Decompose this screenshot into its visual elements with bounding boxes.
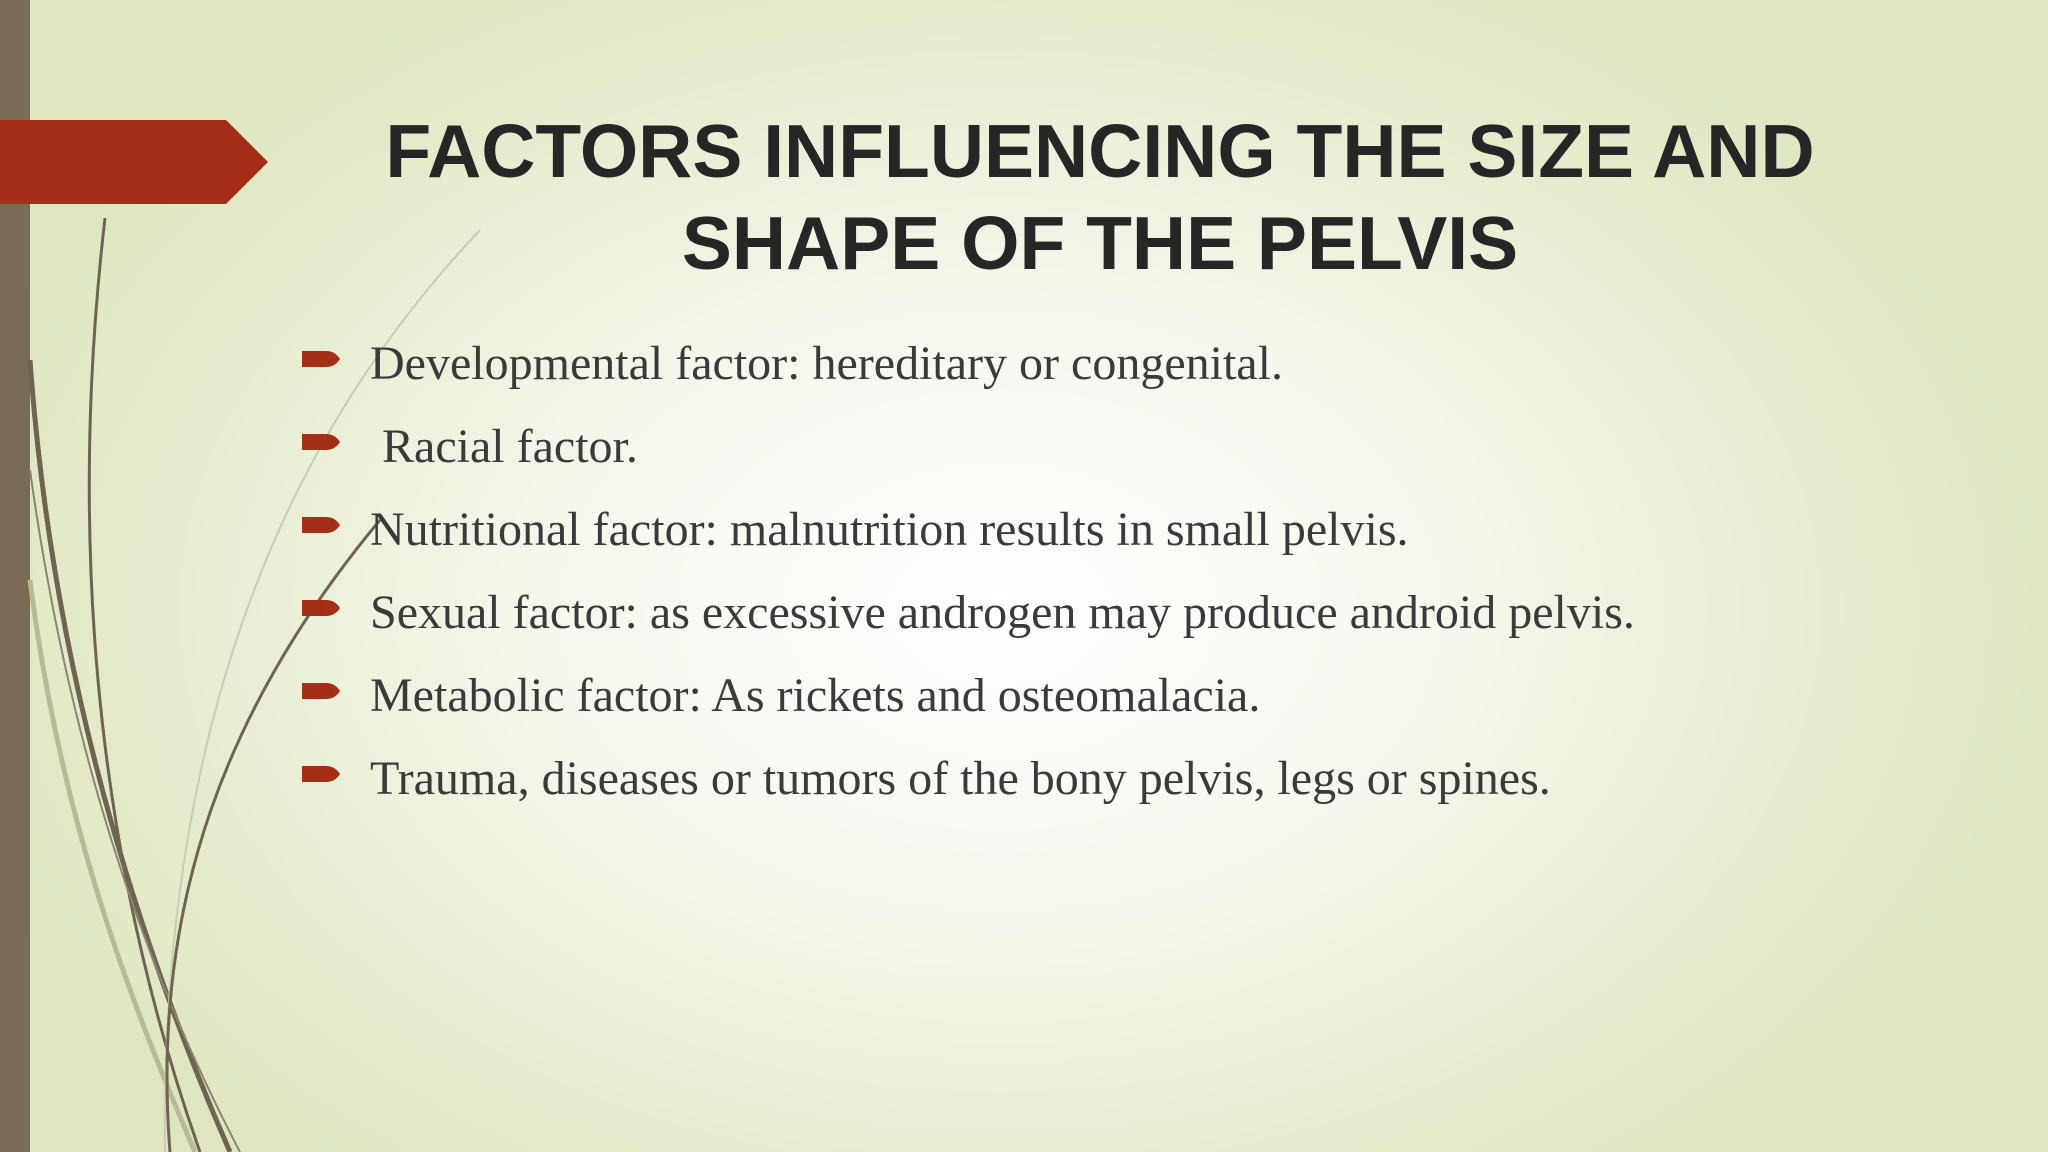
bullet-text: Trauma, diseases or tumors of the bony pelvis, legs or spines. bbox=[370, 751, 1551, 805]
arrow-right-icon bbox=[302, 514, 342, 536]
slide-title-line-1: FACTORS INFLUENCING THE SIZE AND bbox=[385, 109, 1815, 193]
title-arrow-banner bbox=[0, 120, 270, 204]
bullet-text: Metabolic factor: As rickets and osteomalacia. bbox=[370, 668, 1261, 722]
bullet-text: Developmental factor: hereditary or congenital. bbox=[370, 336, 1283, 390]
list-item bbox=[300, 737, 1635, 820]
bullet-text: Sexual factor: as excessive androgen may produce android pelvis. bbox=[370, 585, 1635, 639]
arrow-right-icon bbox=[302, 597, 342, 619]
bullet-list bbox=[300, 322, 1635, 820]
list-item bbox=[300, 488, 1635, 571]
list-item bbox=[300, 405, 1635, 488]
arrow-right-icon bbox=[302, 763, 342, 785]
list-item bbox=[300, 322, 1635, 405]
slide-title-line-2: SHAPE OF THE PELVIS bbox=[681, 201, 1519, 285]
slide-title bbox=[300, 105, 1900, 289]
list-item bbox=[300, 654, 1635, 737]
bullet-text: Nutritional factor: malnutrition results in small pelvis. bbox=[370, 502, 1409, 556]
list-item bbox=[300, 571, 1635, 654]
arrow-right-icon bbox=[302, 348, 342, 370]
arrow-right-icon bbox=[302, 680, 342, 702]
arrow-right-icon bbox=[302, 431, 342, 453]
bullet-text: Racial factor. bbox=[370, 419, 638, 473]
